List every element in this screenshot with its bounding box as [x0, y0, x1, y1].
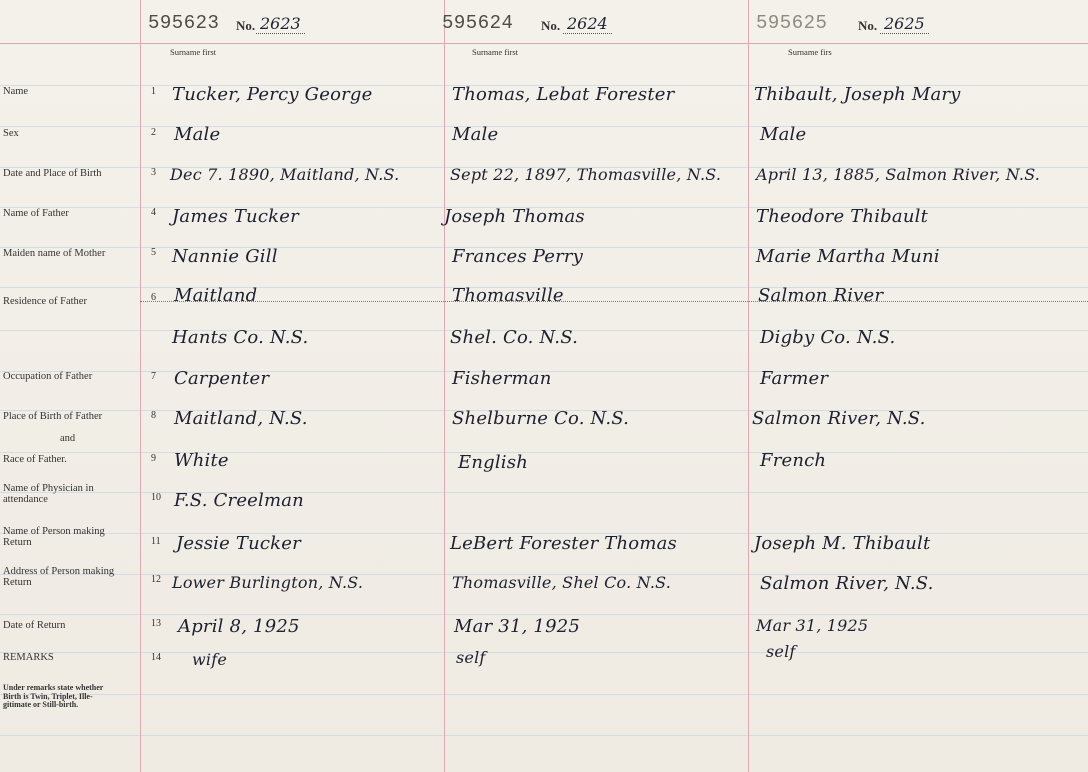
entry-occupation: Farmer — [760, 368, 829, 389]
label-remarks-note: Under remarks state whether Birth is Twin, Triplet, Ille- gitimate or Still-birth. — [3, 683, 104, 709]
entry-race: French — [760, 450, 827, 471]
entry-father: Theodore Thibault — [756, 206, 929, 227]
entry-mother: Nannie Gill — [172, 246, 278, 267]
label-address-person-making-return: Address of Person making Return — [3, 566, 115, 588]
entry-address: Thomasville, Shel Co. N.S. — [452, 573, 672, 592]
number-label: No. — [858, 18, 878, 33]
entry-race: White — [174, 450, 229, 471]
entry-mother: Marie Martha Muni — [756, 246, 940, 267]
entry-mother: Frances Perry — [452, 246, 584, 267]
row-number: 10 — [151, 492, 161, 503]
row-number: 11 — [151, 536, 161, 547]
label-race-of-father: Race of Father. — [3, 454, 67, 465]
entry-residence: Salmon River — [758, 285, 884, 306]
label-date-of-return: Date of Return — [3, 620, 66, 631]
label-and: and — [60, 433, 76, 444]
entry-address: Salmon River, N.S. — [760, 573, 934, 594]
row-number: 6 — [151, 292, 156, 303]
row-number: 13 — [151, 618, 161, 629]
entry-residence-county: Hants Co. N.S. — [172, 327, 309, 348]
surname-first-hint: Surname first — [472, 47, 519, 57]
label-place-of-birth-of-father: Place of Birth of Father — [3, 411, 103, 422]
entry-date-of-return: April 8, 1925 — [178, 616, 300, 637]
surname-first-hint: Surname first — [170, 47, 217, 57]
entry-residence: Maitland — [174, 285, 258, 306]
label-remarks: REMARKS — [3, 652, 54, 663]
entry-date-place-of-birth: Sept 22, 1897, Thomasville, N.S. — [450, 165, 722, 184]
registration-stamp: 595623 — [148, 12, 220, 34]
row-number: 12 — [151, 574, 161, 585]
entry-person-making-return: LeBert Forester Thomas — [450, 533, 677, 554]
entry-address: Lower Burlington, N.S. — [172, 573, 364, 592]
row-number: 2 — [151, 127, 156, 138]
row-number: 4 — [151, 207, 156, 218]
label-sex: Sex — [3, 128, 19, 139]
entry-person-making-return: Joseph M. Thibault — [754, 533, 931, 554]
entry-residence: Thomasville — [452, 285, 564, 306]
entry-name: Tucker, Percy George — [172, 84, 373, 105]
entry-remarks: self — [456, 648, 486, 667]
header-rule — [0, 43, 1088, 44]
entry-occupation: Carpenter — [174, 368, 270, 389]
entry-place-of-birth-father: Shelburne Co. N.S. — [452, 408, 630, 429]
row-number: 8 — [151, 410, 156, 421]
label-person-making-return: Name of Person making Return — [3, 526, 105, 548]
number-label: No. — [236, 18, 256, 33]
row-number: 5 — [151, 247, 156, 258]
entry-residence-county: Shel. Co. N.S. — [450, 327, 579, 348]
entry-remarks: self — [766, 642, 796, 661]
entry-name: Thibault, Joseph Mary — [754, 84, 961, 105]
entry-father: James Tucker — [172, 206, 299, 227]
entry-date-place-of-birth: Dec 7. 1890, Maitland, N.S. — [170, 165, 400, 184]
entry-name: Thomas, Lebat Forester — [452, 84, 675, 105]
entry-remarks: wife — [192, 650, 228, 669]
registration-stamp: 595625 — [756, 12, 828, 34]
entry-physician: F.S. Creelman — [174, 490, 304, 511]
label-occupation-of-father: Occupation of Father — [3, 371, 93, 382]
label-name-of-father: Name of Father — [3, 208, 69, 219]
label-name: Name — [3, 86, 29, 97]
number-label: No. — [541, 18, 561, 33]
label-residence-of-father: Residence of Father — [3, 296, 87, 307]
row-number: 14 — [151, 652, 161, 663]
entry-sex: Male — [452, 124, 499, 145]
column-divider — [444, 0, 445, 772]
entry-place-of-birth-father: Salmon River, N.S. — [752, 408, 926, 429]
label-maiden-name-of-mother: Maiden name of Mother — [3, 248, 106, 259]
record-number: 2624 — [563, 14, 612, 34]
entry-place-of-birth-father: Maitland, N.S. — [174, 408, 308, 429]
residence-dotted-rule — [140, 301, 1088, 302]
label-date-place-of-birth: Date and Place of Birth — [3, 168, 102, 179]
record-number: 2623 — [256, 14, 305, 34]
entry-date-of-return: Mar 31, 1925 — [756, 616, 869, 635]
row-number: 9 — [151, 453, 156, 464]
row-number: 3 — [151, 167, 156, 178]
entry-sex: Male — [760, 124, 807, 145]
registration-stamp: 595624 — [442, 12, 514, 34]
entry-residence-county: Digby Co. N.S. — [760, 327, 896, 348]
entry-date-place-of-birth: April 13, 1885, Salmon River, N.S. — [756, 165, 1041, 184]
entry-date-of-return: Mar 31, 1925 — [454, 616, 581, 637]
entry-sex: Male — [174, 124, 221, 145]
entry-person-making-return: Jessie Tucker — [176, 533, 301, 554]
row-number: 1 — [151, 86, 156, 97]
column-divider — [140, 0, 141, 772]
entry-occupation: Fisherman — [452, 368, 552, 389]
row-number: 7 — [151, 371, 156, 382]
column-divider — [748, 0, 749, 772]
label-physician: Name of Physician in attendance — [3, 483, 94, 505]
entry-race: English — [458, 452, 528, 473]
record-number: 2625 — [880, 14, 929, 34]
surname-first-hint: Surname firs — [788, 47, 832, 57]
entry-father: Joseph Thomas — [444, 206, 585, 227]
